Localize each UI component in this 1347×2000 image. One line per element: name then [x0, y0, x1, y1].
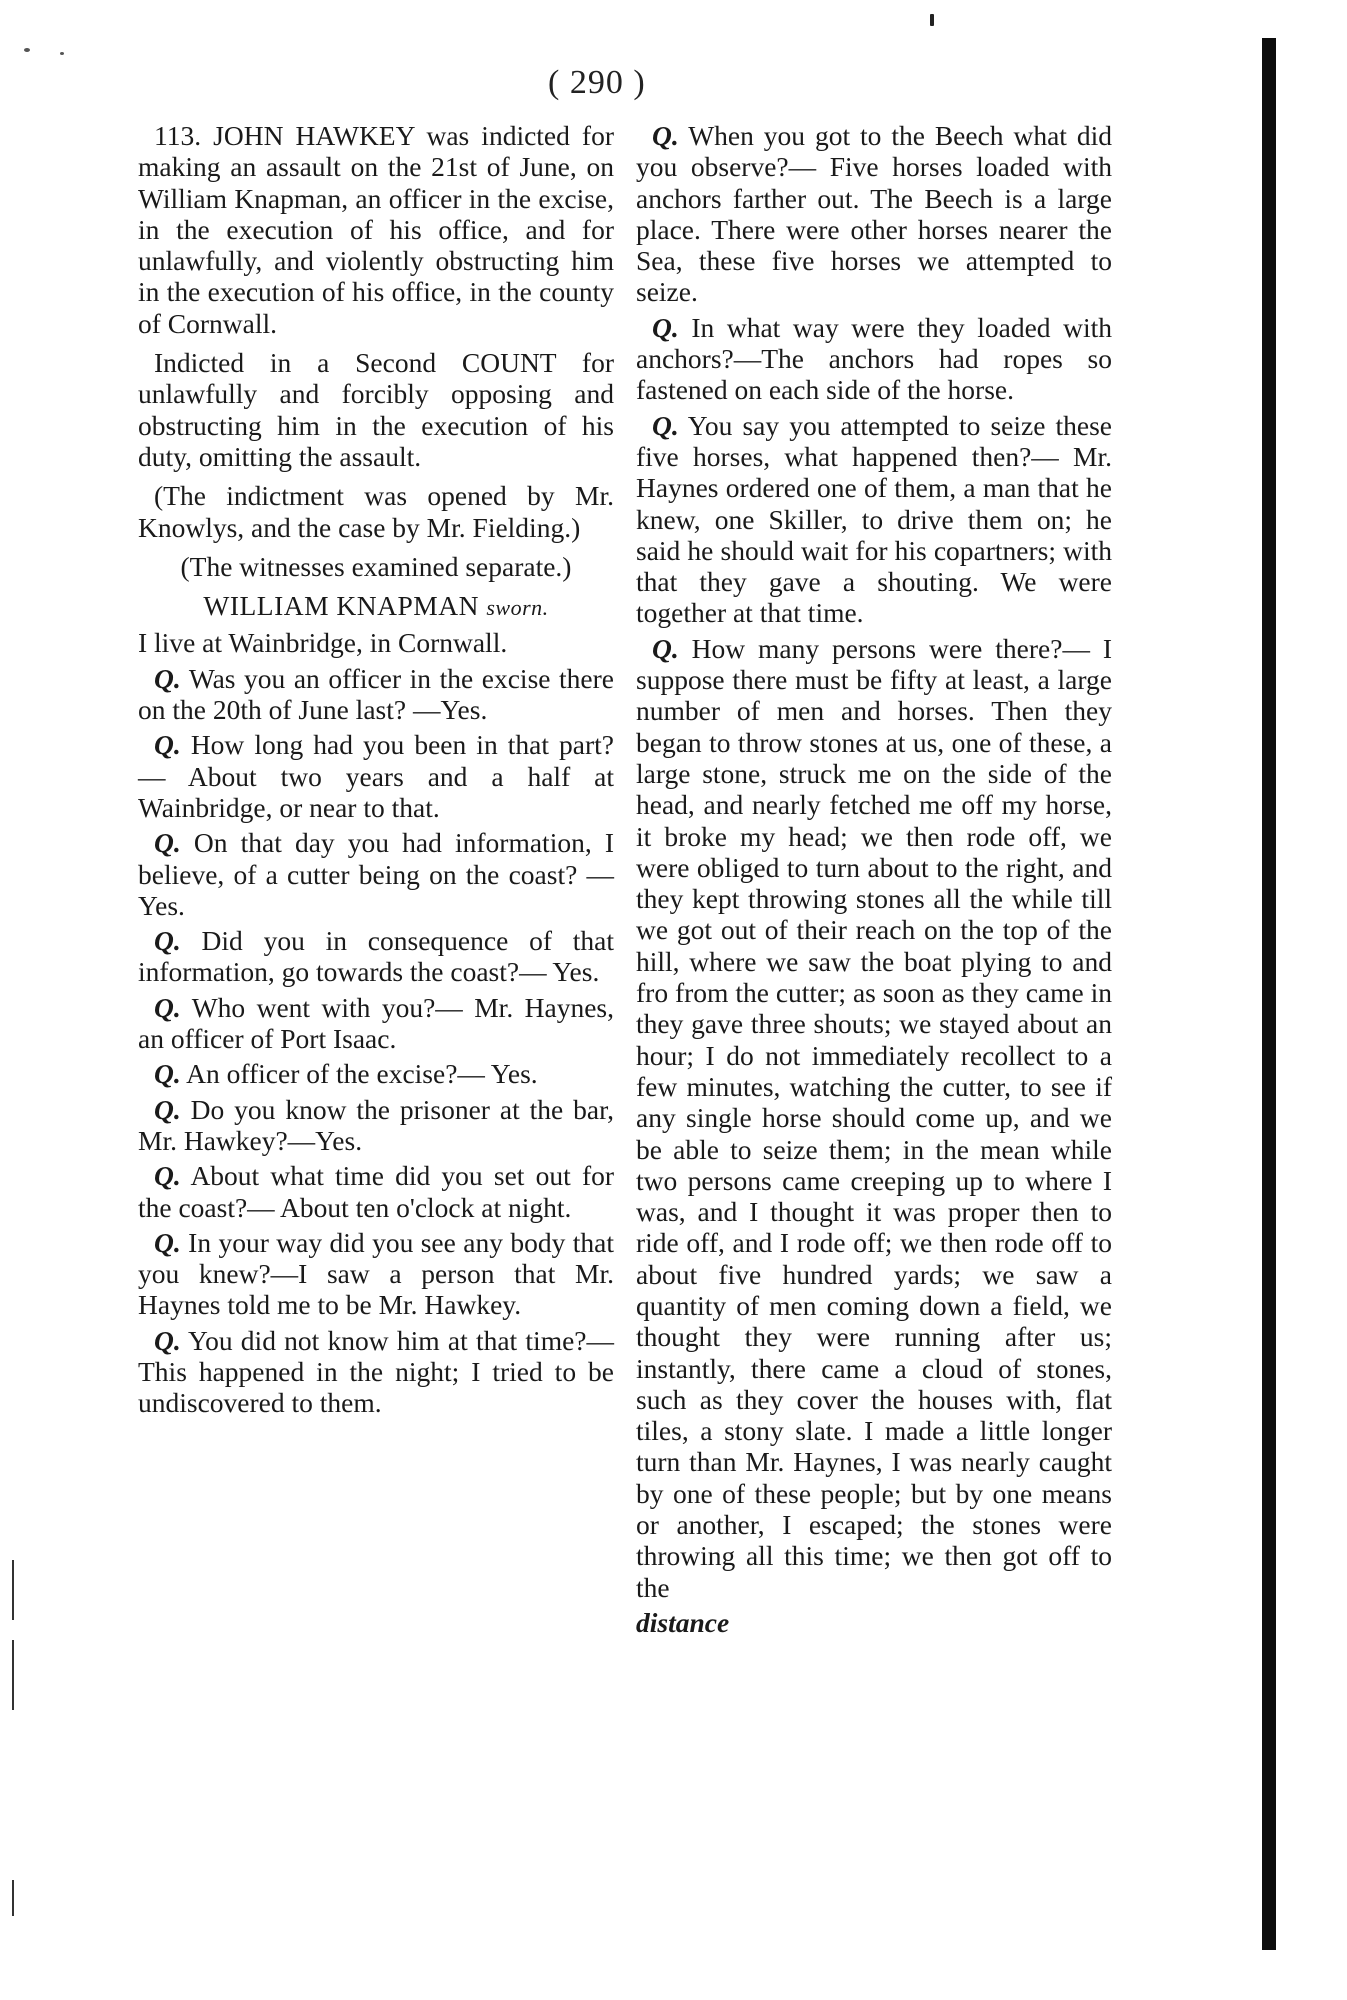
question-marker: Q.	[154, 1160, 181, 1192]
question-marker: Q.	[154, 827, 181, 859]
question-marker: Q.	[652, 311, 679, 343]
qa-entry	[138, 925, 614, 988]
qa-text: You did not know him at that time?—This happened in the night; I tried to be undiscovered to them.	[138, 1324, 614, 1419]
witnesses-note: (The witnesses examined separate.)	[180, 550, 572, 582]
question-marker: Q.	[154, 925, 181, 957]
page-edge-shadow	[1262, 38, 1276, 1950]
witness-sworn: sworn.	[486, 595, 549, 621]
counsel-note: (The indictment was opened by Mr. Knowlys, and the case by Mr. Fielding.)	[138, 480, 614, 543]
question-marker: Q.	[154, 729, 181, 761]
question-marker: Q.	[154, 1226, 181, 1258]
witness-intro: I live at Wainbridge, in Cornwall.	[138, 627, 508, 659]
qa-entry	[138, 1094, 614, 1157]
qa-entry	[636, 312, 1112, 406]
second-count-paragraph: Indicted in a Second COUNT for unlawfully and forcibly opposing and obstructing him in the execution of his duty, omitting the assault.	[138, 347, 614, 472]
qa-text: How long had you been in that part?— About two years and a half at Wainbridge, or near to that.	[138, 729, 614, 823]
scan-mark	[12, 1880, 14, 1916]
left-column	[138, 120, 614, 1423]
qa-text: An officer of the excise?— Yes.	[186, 1058, 538, 1090]
question-marker: Q.	[154, 991, 181, 1023]
qa-text: Who went with you?— Mr. Haynes, an officer of Port Isaac.	[138, 991, 614, 1055]
page-number: ( 290 )	[548, 64, 646, 101]
qa-entry	[138, 827, 614, 921]
qa-entry	[138, 992, 614, 1055]
question-marker: Q.	[652, 120, 679, 151]
scan-speck	[60, 52, 64, 55]
qa-entry	[138, 1227, 614, 1321]
qa-text: You say you attempted to seize these five horses, what happened then?— Mr. Haynes ordered one of them, a man that he knew, one Skiller, to drive them on; he said he should wait for his copartners; with that they gave a shouting. We were together at that time.	[636, 409, 1112, 629]
question-marker: Q.	[652, 409, 679, 441]
qa-entry	[138, 663, 614, 726]
qa-text: Did you in consequence of that information, go towards the coast?— Yes.	[138, 925, 615, 988]
qa-entry	[636, 410, 1112, 629]
qa-entry	[138, 1160, 614, 1223]
witness-name: WILLIAM KNAPMAN	[203, 590, 479, 622]
qa-entry	[636, 633, 1112, 1603]
right-column	[636, 120, 1112, 1646]
qa-text: In what way were they loaded with anchors?—The anchors had ropes so fastened on each side of the horse.	[636, 311, 1112, 406]
scan-mark	[12, 1560, 14, 1620]
indictment-paragraph: 113. JOHN HAWKEY was indicted for making an assault on the 21st of June, on William Knapman, an officer in the excise, in the execution of his office, and for unlawfully, and violently obstructing him in the execution of his office, in the county of Cornwall.	[138, 120, 614, 339]
question-marker: Q.	[652, 632, 679, 664]
qa-text: About what time did you set out for the coast?— About ten o'clock at night.	[138, 1160, 615, 1223]
qa-text: On that day you had information, I believe, of a cutter being on the coast? —Yes.	[138, 827, 614, 921]
question-marker: Q.	[154, 1093, 181, 1125]
scan-speck	[24, 48, 30, 52]
qa-text: Do you know the prisoner at the bar, Mr. Hawkey?—Yes.	[138, 1093, 614, 1156]
question-marker: Q.	[154, 1324, 181, 1356]
scan-speck	[930, 14, 934, 26]
question-marker: Q.	[154, 662, 181, 694]
qa-entry	[138, 1058, 614, 1089]
qa-entry	[138, 729, 614, 823]
qa-text: When you got to the Beech what did you observe?— Five horses loaded with anchors farther out. The Beech is a large place. There were other horses nearer the Sea, these five horses we attempted to seize.	[636, 120, 1112, 308]
qa-entry	[636, 120, 1112, 308]
question-marker: Q.	[154, 1058, 181, 1090]
qa-text: Was you an officer in the excise there on the 20th of June last? —Yes.	[138, 662, 614, 726]
scan-mark	[12, 1640, 14, 1710]
catchword: distance	[636, 1606, 730, 1638]
qa-text: In your way did you see any body that you knew?—I saw a person that Mr. Haynes told me to be Mr. Hawkey.	[138, 1226, 615, 1321]
qa-text: How many persons were there?— I suppose there must be fifty at least, a large number of men and horses. Then they began to throw stones at us, one of these, a large stone, struck me on the side of the head, and nearly fetched me off my horse, it broke my head; we then rode off, we were obliged to turn about to the right, and they kept throwing stones all the while till we got out of their reach on the top of the hill, where we saw the boat plying to and fro from the cutter; as soon as they came in they gave three shouts; we stayed about an hour; I do not immediately recollect to a few minutes, watching the cutter, to see if any single horse should come up, and we be able to seize them; in the mean while two persons came creeping up to where I was, and I thought it was proper then to ride off, and I rode off; we then rode off to about five hundred yards; we saw a quantity of men coming down a field, we thought they were running after us; instantly, there came a cloud of stones, such as they cover the houses with, flat tiles, a stony slate. I made a little longer turn than Mr. Haynes, I was nearly caught by one of these people; but by one means or another, I escaped; the stones were throwing all this time; we then got off to the	[636, 632, 1112, 1603]
witness-heading	[138, 590, 614, 623]
qa-entry	[138, 1325, 614, 1419]
